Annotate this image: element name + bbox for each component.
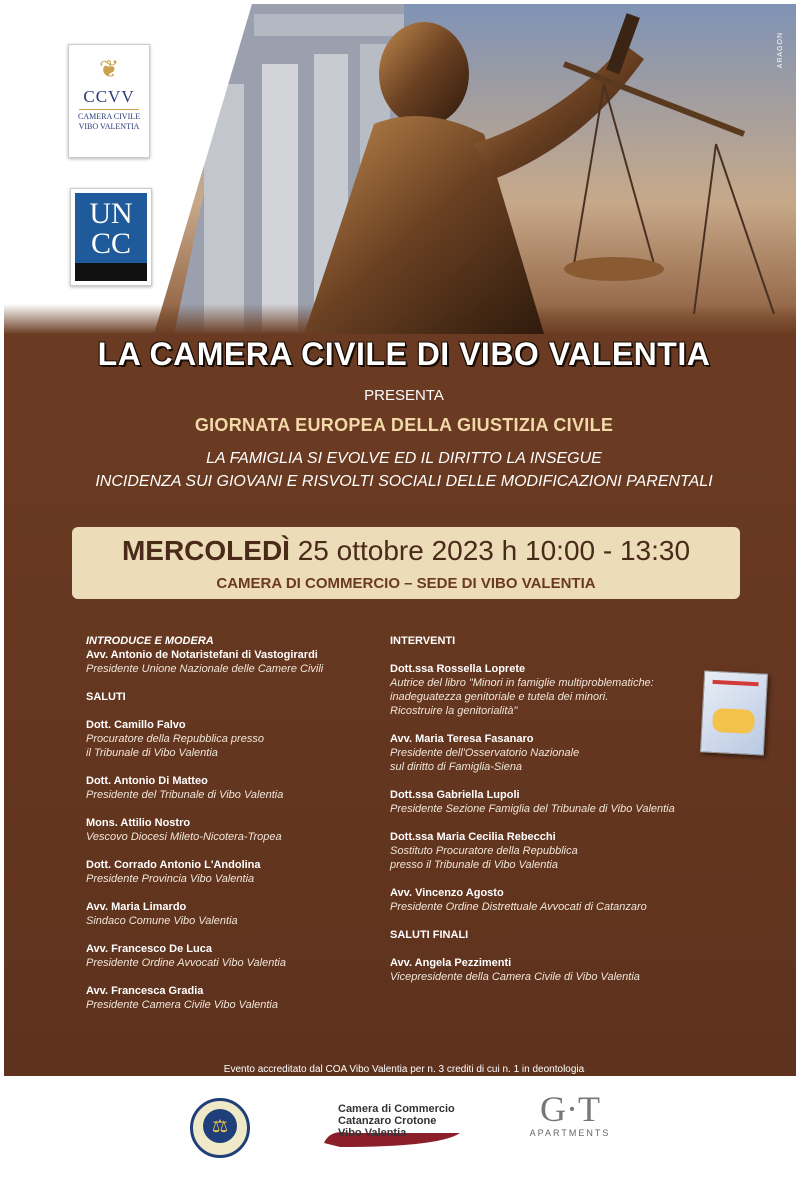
presenta-label: PRESENTA xyxy=(364,387,444,404)
speaker-entry xyxy=(86,900,386,928)
ccvv-logo xyxy=(68,44,150,158)
credits-note: Evento accreditato dal COA Vibo Valentia per n. 3 crediti di cui n. 1 in deontologia xyxy=(223,1064,585,1075)
speaker-role: Vescovo Diocesi Mileto-Nicotera-Tropea xyxy=(86,831,282,843)
laurel-wreath-icon: ❦ xyxy=(98,56,120,83)
speaker-name: Dott.ssa Maria Cecilia Rebecchi xyxy=(390,831,556,843)
speaker-role: Presidente dell'Osservatorio Nazionale xyxy=(390,747,580,759)
ccvv-abbr: CCVV xyxy=(83,87,135,106)
speaker-role: il Tribunale di Vibo Valentia xyxy=(86,747,218,759)
speaker-name: Avv. Francesca Gradia xyxy=(86,985,204,997)
speaker-role: Sindaco Comune Vibo Valentia xyxy=(86,915,238,927)
speaker-entry xyxy=(390,788,730,816)
event-date xyxy=(72,535,740,567)
program-left-column xyxy=(86,634,386,1026)
gt-mark: G·T xyxy=(540,1089,600,1129)
speaker-role: Presidente Ordine Distrettuale Avvocati di Catanzaro xyxy=(390,901,647,913)
poster-background xyxy=(4,4,796,1076)
speaker-name: Avv. Angela Pezzimenti xyxy=(390,957,512,969)
gt-apartments-logo xyxy=(525,1090,615,1138)
speaker-role: Autrice del libro "Minori in famiglie multiproblematiche: xyxy=(390,677,654,689)
speaker-entry xyxy=(390,830,730,872)
cdc-line3: Vibo Valentia xyxy=(338,1127,407,1139)
speaker-entry xyxy=(86,774,386,802)
speaker-name: Dott.ssa Rossella Loprete xyxy=(390,663,526,675)
speaker-name: Dott.ssa Gabriella Lupoli xyxy=(390,789,520,801)
theme-line-2: INCIDENZA SUI GIOVANI E RISVOLTI SOCIALI DELLE MODIFICAZIONI PARENTALI xyxy=(95,473,713,490)
date-banner xyxy=(72,527,740,599)
event-date-time: 25 ottobre 2023 h 10:00 - 13:30 xyxy=(297,535,691,566)
speaker-role: Vicepresidente della Camera Civile di Vibo Valentia xyxy=(390,971,640,983)
speaker-role: Procuratore della Repubblica presso xyxy=(86,733,264,745)
speaker-entry xyxy=(86,984,386,1012)
saluti-finali-heading: SALUTI FINALI xyxy=(390,929,469,941)
uncc-mark xyxy=(75,193,147,263)
book-title-band xyxy=(712,680,758,686)
saluti-heading: SALUTI xyxy=(86,691,126,703)
speaker-role: Sostituto Procuratore della Repubblica xyxy=(390,845,578,857)
moderator-name: Avv. Antonio de Notaristefani di Vastogirardi xyxy=(86,649,318,661)
speaker-name: Avv. Francesco De Luca xyxy=(86,943,212,955)
speaker-name: Mons. Attilio Nostro xyxy=(86,817,191,829)
speaker-role: Presidente Camera Civile Vibo Valentia xyxy=(86,999,278,1011)
speaker-name: Avv. Vincenzo Agosto xyxy=(390,887,504,899)
event-name: GIORNATA EUROPEA DELLA GIUSTIZIA CIVILE xyxy=(194,415,614,435)
ordine-avvocati-seal xyxy=(190,1098,250,1158)
speaker-role: Presidente del Tribunale di Vibo Valentia xyxy=(86,789,284,801)
speaker-role: Presidente Ordine Avvocati Vibo Valentia xyxy=(86,957,286,969)
speaker-role: sul diritto di Famiglia-Siena xyxy=(390,761,523,773)
uncc-line2: CC xyxy=(90,227,132,260)
ccvv-divider xyxy=(79,109,139,110)
event-venue: CAMERA DI COMMERCIO – SEDE DI VIBO VALENTIA xyxy=(216,575,596,592)
speaker-entry xyxy=(390,886,730,914)
cdc-line1: Camera di Commercio xyxy=(338,1103,455,1115)
uncc-logo xyxy=(70,188,152,286)
theme-line-1: LA FAMIGLIA SI EVOLVE ED IL DIRITTO LA INSEGUE xyxy=(206,450,602,467)
speaker-entry xyxy=(390,732,730,774)
speaker-entry xyxy=(86,718,386,760)
speaker-entry xyxy=(390,662,730,718)
speaker-role: Ricostruire la genitorialità" xyxy=(390,705,518,717)
speaker-name: Dott. Antonio Di Matteo xyxy=(86,775,208,787)
speaker-name: Avv. Maria Teresa Fasanaro xyxy=(390,733,534,745)
speaker-role: inadeguatezza genitoriale e tutela dei minori. xyxy=(390,691,609,703)
cdc-line2: Catanzaro Crotone xyxy=(338,1115,437,1127)
ccvv-line2: VIBO VALENTIA xyxy=(78,122,140,131)
book-illustration xyxy=(712,708,755,734)
speaker-entry xyxy=(390,956,730,984)
gt-label: APARTMENTS xyxy=(529,1128,611,1138)
scales-icon: ⚖ xyxy=(203,1109,237,1143)
speaker-entry xyxy=(86,816,386,844)
ccvv-line1: CAMERA CIVILE xyxy=(78,112,140,121)
uncc-bar xyxy=(75,263,147,281)
introduce-heading: INTRODUCE E MODERA xyxy=(86,635,214,647)
speaker-name: Avv. Maria Limardo xyxy=(86,901,187,913)
event-day: MERCOLEDÌ xyxy=(121,535,290,566)
camera-commercio-text xyxy=(338,1103,455,1139)
uncc-line1: UN xyxy=(89,197,133,230)
camera-commercio-logo xyxy=(320,1103,470,1153)
speaker-name: Dott. Camillo Falvo xyxy=(86,719,186,731)
book-cover-image xyxy=(700,670,768,755)
speaker-entry xyxy=(86,942,386,970)
speaker-role: Presidente Provincia Vibo Valentia xyxy=(86,873,255,885)
brand-mark: ARAGON xyxy=(777,32,784,69)
event-theme xyxy=(4,447,800,493)
moderator-role: Presidente Unione Nazionale delle Camere Civili xyxy=(86,663,324,675)
speaker-role: presso il Tribunale di Vibo Valentia xyxy=(390,859,558,871)
speaker-role: Presidente Sezione Famiglia del Tribunale di Vibo Valentia xyxy=(390,803,675,815)
speaker-entry xyxy=(86,858,386,886)
speaker-name: Dott. Corrado Antonio L'Andolina xyxy=(86,859,261,871)
program-right-column xyxy=(390,634,730,998)
page-title: LA CAMERA CIVILE DI VIBO VALENTIA xyxy=(97,336,711,372)
interventi-heading: INTERVENTI xyxy=(390,635,456,647)
